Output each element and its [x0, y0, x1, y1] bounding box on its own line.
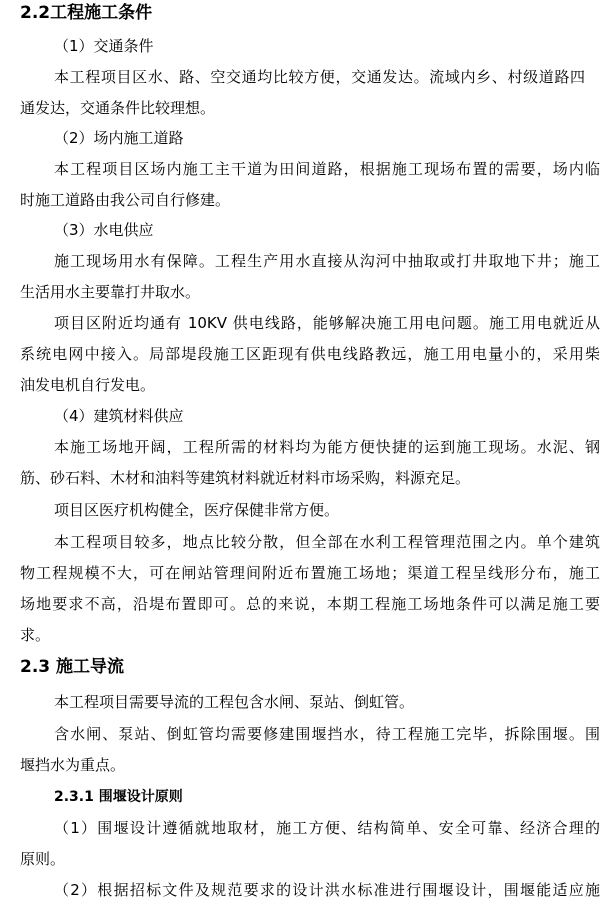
- paragraph-line: 本工程项目区场内施工主干道为田间道路，根据施工现场布置的需要，场内临: [54, 160, 600, 178]
- paragraph-line: 通发达，交通条件比较理想。: [20, 99, 216, 117]
- item-heading-road: （2）场内施工道路: [54, 129, 184, 147]
- paragraph-line: （1）围堰设计遵循就地取材，施工方便、结构简单、安全可靠、经济合理的: [54, 819, 600, 837]
- paragraph-line: 施工现场用水有保障。工程生产用水直接从沟河中抽取或打井取地下井；施工: [54, 252, 600, 270]
- section-heading-2-3: 2.3 施工导流: [20, 657, 125, 677]
- paragraph-line: 求。: [20, 626, 51, 644]
- subsection-heading-2-3-1: 2.3.1 围堰设计原则: [54, 789, 183, 805]
- paragraph-line: 本工程项目区水、路、空交通均比较方便，交通发达。流域内乡、村级道路四: [54, 68, 585, 86]
- paragraph-line: 本工程项目较多，地点比较分散，但全部在水利工程管理范围之内。单个建筑: [54, 533, 600, 551]
- paragraph-line: 时施工道路由我公司自行修建。: [20, 191, 231, 209]
- paragraph-line: 物工程规模不大，可在闸站管理间附近布置施工场地；渠道工程呈线形分布，施工: [20, 564, 600, 582]
- paragraph-line: 项目区附近均通有 10KV 供电线路，能够解决施工用电问题。施工用电就近从: [54, 314, 600, 332]
- paragraph-line: 油发电机自行发电。: [20, 376, 156, 394]
- item-heading-traffic: （1）交通条件: [54, 37, 154, 55]
- paragraph-line: 系统电网中接入。局部堤段施工区距现有供电线路教远，施工用电量小的，采用柴: [20, 345, 600, 363]
- paragraph-line: 堰挡水为重点。: [20, 756, 126, 774]
- paragraph-line: 含水闸、泵站、倒虹管均需要修建围堰挡水，待工程施工完毕，拆除围堰。围: [54, 725, 600, 743]
- paragraph-line: 生活用水主要靠打井取水。: [20, 283, 201, 301]
- item-heading-materials: （4）建筑材料供应: [54, 407, 184, 425]
- paragraph-line: 项目区医疗机构健全，医疗保健非常方便。: [54, 501, 340, 519]
- paragraph-line: （2）根据招标文件及规范要求的设计洪水标准进行围堰设计，围堰能适应施: [54, 881, 600, 899]
- paragraph-line: 场地要求不高，沿堤布置即可。总的来说，本期工程施工场地条件可以满足施工要: [20, 595, 600, 613]
- paragraph-line: 原则。: [20, 850, 66, 868]
- paragraph-line: 本工程项目需要导流的工程包含水闸、泵站、倒虹管。: [54, 693, 415, 711]
- paragraph-line: 本施工场地开阔，工程所需的材料均为能方便快捷的运到施工现场。水泥、钢: [54, 438, 600, 456]
- item-heading-power: （3）水电供应: [54, 221, 154, 239]
- section-heading-2-2: 2.2工程施工条件: [20, 3, 153, 23]
- paragraph-line: 筋、砂石料、木材和油料等建筑材料就近材料市场采购，料源充足。: [20, 469, 471, 487]
